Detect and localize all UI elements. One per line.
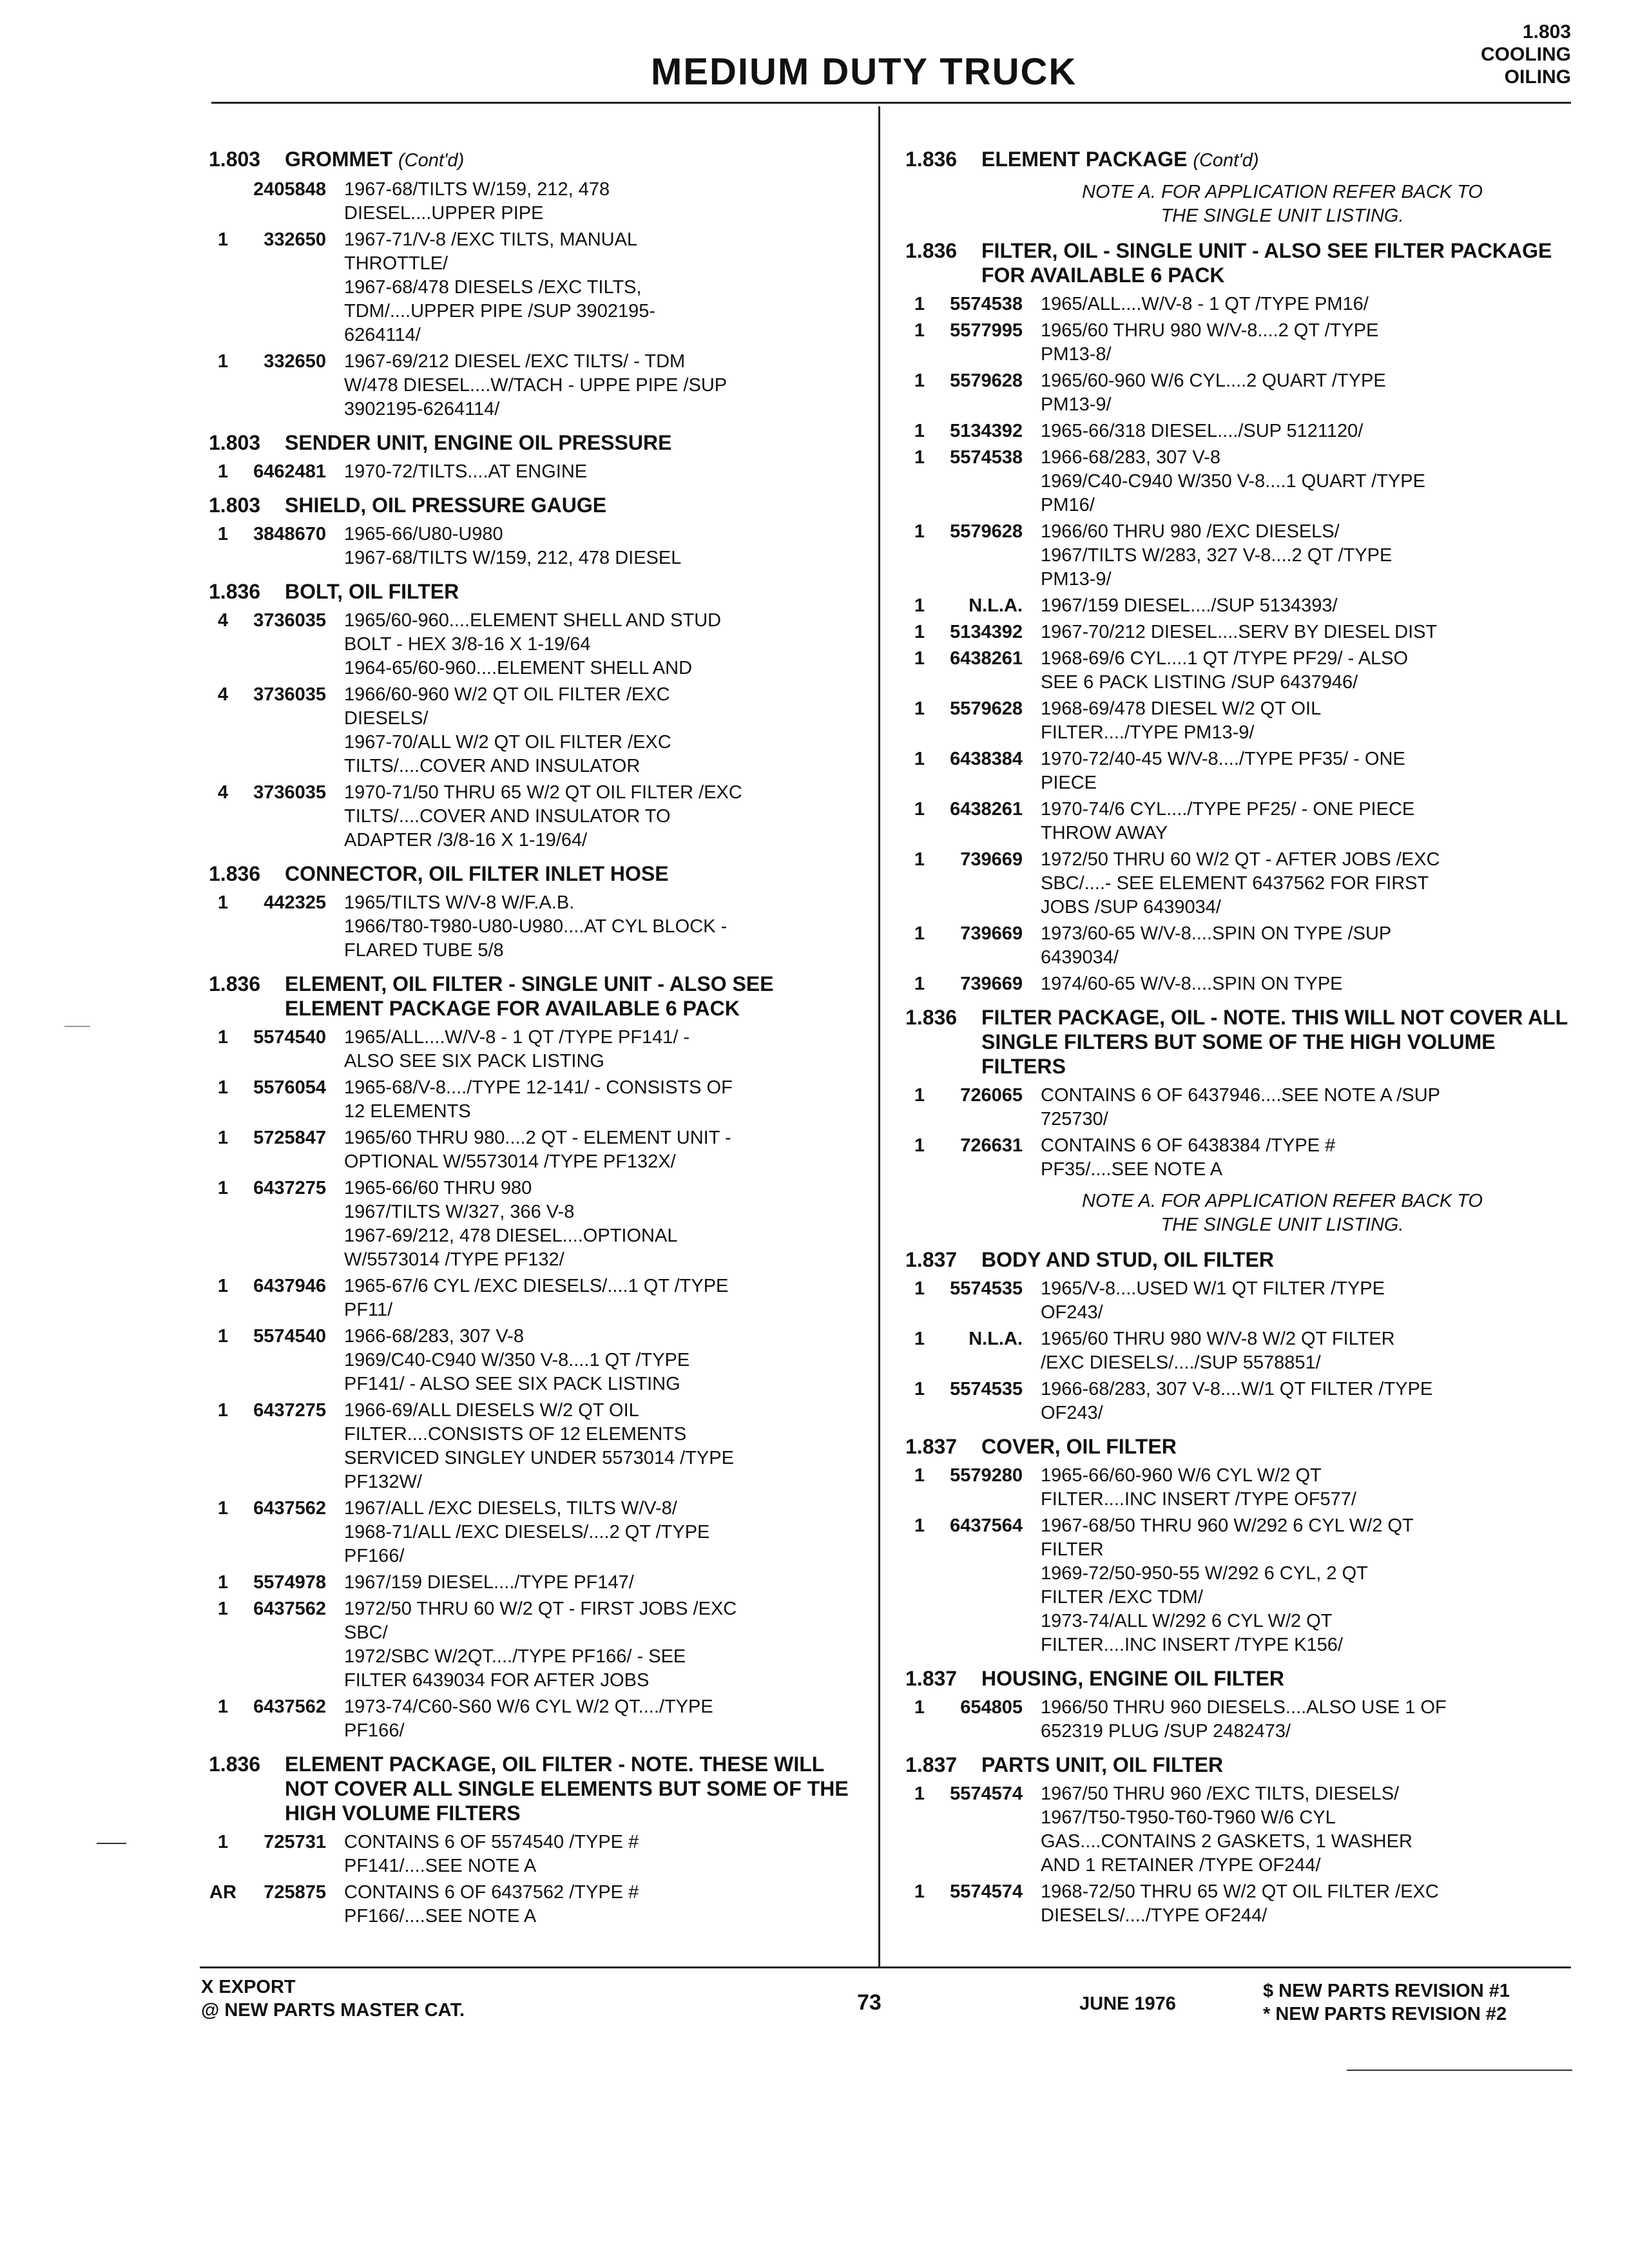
section-title (285, 493, 866, 517)
part-row (905, 446, 1569, 517)
part-description: 1967-69/212 DIESEL /EXC TILTS/ - TDM W/478 DIESEL....W/TACH - UPPE PIPE /SUP 3902195-6264114/ (344, 351, 728, 419)
part-quantity: 1 (914, 1697, 925, 1718)
part-description: 1968-69/478 DIESEL W/2 QT OIL FILTER..../TYPE PM13-9/ (1041, 698, 1322, 743)
part-description: 1970-72/TILTS....AT ENGINE (344, 461, 588, 482)
part-row (209, 1881, 866, 1928)
section-code: 1.837 (905, 1753, 958, 1776)
part-description: 1967/ALL /EXC DIESELS, TILTS W/V-8/ 1968-71/ALL /EXC DIESELS/....2 QT /TYPE PF166/ (344, 1498, 710, 1566)
part-row (209, 350, 866, 421)
part-row (905, 848, 1569, 919)
part-row (209, 523, 866, 570)
part-quantity: 1 (217, 1128, 229, 1148)
section-title (285, 1752, 866, 1825)
part-quantity: 1 (217, 1572, 229, 1593)
part-number: 739669 (960, 974, 1023, 994)
part-description: 1965/60 THRU 980 W/V-8 W/2 QT FILTER /EXC DIESELS/..../SUP 5578851/ (1041, 1329, 1395, 1373)
section-code: 1.837 (905, 1248, 958, 1271)
part-number: 6438261 (950, 799, 1023, 820)
part-description: 1974/60-65 W/V-8....SPIN ON TYPE (1041, 974, 1343, 994)
part-description: 1972/50 THRU 60 W/2 QT - AFTER JOBS /EXC SBC/....- SEE ELEMENT 6437562 FOR FIRST JOBS /SUP 6439034/ (1041, 849, 1440, 918)
column-divider (878, 106, 880, 1968)
section-title-text: FILTER PACKAGE, OIL - NOTE. THIS WILL NOT COVER ALL SINGLE FILTERS BUT SOME OF THE HIGH VOLUME FILTERS (981, 1006, 1568, 1078)
part-description: 1966/60-960 W/2 QT OIL FILTER /EXC DIESELS/ 1967-70/ALL W/2 QT OIL FILTER /EXC TILTS/....COVER AND INSULATOR (344, 684, 671, 776)
part-number: 5574574 (950, 1783, 1023, 1804)
part-row (905, 1464, 1569, 1512)
part-quantity: 1 (914, 1515, 925, 1536)
part-quantity: 1 (914, 447, 925, 468)
part-description: 1966/50 THRU 960 DIESELS....ALSO USE 1 OF 652319 PLUG /SUP 2482473/ (1041, 1697, 1447, 1742)
part-row (905, 1134, 1569, 1182)
part-quantity: 1 (217, 1696, 229, 1717)
part-number: 332650 (264, 351, 326, 372)
part-quantity: 4 (217, 782, 229, 803)
part-quantity: 1 (217, 524, 229, 544)
section-code: 1.803 (209, 494, 261, 517)
part-quantity: 4 (217, 610, 229, 631)
section-title (981, 1005, 1569, 1079)
part-description: CONTAINS 6 OF 5574540 /TYPE # PF141/....SEE NOTE A (344, 1832, 639, 1876)
part-description: CONTAINS 6 OF 6437562 /TYPE # PF166/....SEE NOTE A (344, 1882, 639, 1927)
part-row (905, 697, 1569, 745)
section-title (285, 147, 866, 173)
section-title (285, 861, 866, 886)
part-row (209, 1497, 866, 1568)
legend-export: X EXPORT (201, 1977, 296, 1997)
part-description: 1967/50 THRU 960 /EXC TILTS, DIESELS/ 1967/T50-T950-T60-T960 W/6 CYL GAS....CONTAINS 2 GASKETS, 1 WASHER AND 1 RETAINER /TYPE OF244/ (1041, 1783, 1412, 1876)
part-quantity: 1 (914, 595, 925, 616)
part-quantity: 1 (914, 849, 925, 870)
part-description: 1973/60-65 W/V-8....SPIN ON TYPE /SUP 6439034/ (1041, 923, 1392, 968)
section-title (981, 238, 1569, 287)
margin-mark (97, 1843, 126, 1844)
part-quantity: 1 (914, 799, 925, 820)
continued-label: (Cont'd) (398, 150, 465, 171)
part-row (905, 520, 1569, 591)
section-title (285, 972, 866, 1021)
part-row (209, 1571, 866, 1595)
section-heading (209, 1752, 866, 1825)
section-code: 1.837 (905, 1667, 958, 1690)
part-number: 6437564 (950, 1515, 1023, 1536)
legend-master-cat: @ NEW PARTS MASTER CAT. (201, 2000, 465, 2021)
part-quantity: 1 (914, 923, 925, 944)
part-number: 654805 (960, 1697, 1023, 1718)
part-description: 1966/60 THRU 980 /EXC DIESELS/ 1967/TILTS W/283, 327 V-8....2 QT /TYPE PM13-9/ (1041, 521, 1393, 590)
part-row (905, 293, 1569, 316)
part-description: 1965/60-960....ELEMENT SHELL AND STUD BOLT - HEX 3/8-16 X 1-19/64 1964-65/60-960....ELEMENT SHELL AND (344, 610, 722, 678)
section-code: 1.837 (905, 1435, 958, 1458)
margin-mark (64, 1026, 90, 1027)
part-row (209, 683, 866, 778)
part-number: 5579628 (950, 521, 1023, 542)
part-row (905, 419, 1569, 443)
catalog-section (209, 861, 866, 963)
catalog-section (209, 147, 866, 421)
part-row (905, 369, 1569, 417)
part-number: 5579628 (950, 370, 1023, 391)
section-code: 1.836 (209, 972, 261, 995)
part-quantity: 1 (217, 351, 229, 372)
section-title-text: SENDER UNIT, ENGINE OIL PRESSURE (285, 431, 672, 454)
part-quantity: 1 (914, 370, 925, 391)
part-row (905, 647, 1569, 695)
part-number: 3736035 (253, 684, 326, 705)
part-row (209, 1325, 866, 1396)
section-heading (209, 579, 866, 604)
part-quantity: 1 (217, 1400, 229, 1421)
section-title-text: HOUSING, ENGINE OIL FILTER (981, 1667, 1284, 1690)
part-description: 1965-66/60-960 W/6 CYL W/2 QT FILTER....INC INSERT /TYPE OF577/ (1041, 1465, 1356, 1510)
section-heading (209, 430, 866, 455)
part-quantity: 1 (217, 461, 229, 482)
part-description: 1965/TILTS W/V-8 W/F.A.B. 1966/T80-T980-U80-U980....AT CYL BLOCK - FLARED TUBE 5/8 (344, 892, 728, 961)
section-heading (905, 1434, 1569, 1459)
section-title-text: PARTS UNIT, OIL FILTER (981, 1753, 1224, 1776)
part-description: 1965-66/U80-U980 1967-68/TILTS W/159, 212, 478 DIESEL (344, 524, 682, 568)
part-description: 1970-71/50 THRU 65 W/2 QT OIL FILTER /EXC TILTS/....COVER AND INSULATOR TO ADAPTER /3/8-16 X 1-19/64/ (344, 782, 742, 850)
part-description: 1968-72/50 THRU 65 W/2 QT OIL FILTER /EXC DIESELS/..../TYPE OF244/ (1041, 1881, 1439, 1926)
part-quantity: 1 (217, 1326, 229, 1347)
part-number: 3736035 (253, 610, 326, 631)
part-quantity: 1 (914, 749, 925, 769)
section-heading (209, 861, 866, 886)
part-row (209, 228, 866, 347)
part-quantity: 1 (914, 1379, 925, 1399)
part-description: 1967-68/TILTS W/159, 212, 478 DIESEL....UPPER PIPE (344, 179, 610, 224)
catalog-section (209, 1752, 866, 1928)
part-quantity: 1 (217, 1832, 229, 1852)
part-description: 1970-72/40-45 W/V-8..../TYPE PF35/ - ONE PIECE (1041, 749, 1405, 793)
catalog-section (905, 1666, 1569, 1744)
part-number: 3736035 (253, 782, 326, 803)
catalog-section (905, 147, 1569, 228)
section-code: 1.803 (209, 148, 261, 171)
footer-legend-left (201, 1975, 465, 2022)
section-title-text: CONNECTOR, OIL FILTER INLET HOSE (285, 862, 669, 885)
section-title-text: ELEMENT, OIL FILTER - SINGLE UNIT - ALSO SEE ELEMENT PACKAGE FOR AVAILABLE 6 PACK (285, 972, 774, 1020)
section-number: 1.803 (1522, 21, 1571, 43)
part-description: 1967/159 DIESEL..../TYPE PF147/ (344, 1572, 634, 1593)
part-row (209, 1026, 866, 1073)
part-row (209, 1831, 866, 1878)
part-quantity: 1 (914, 974, 925, 994)
catalog-section (905, 1753, 1569, 1928)
section-title (981, 147, 1569, 173)
section-title-text: BODY AND STUD, OIL FILTER (981, 1248, 1274, 1271)
part-number: 5574540 (253, 1027, 326, 1048)
part-row (905, 1880, 1569, 1928)
part-quantity: 1 (914, 320, 925, 341)
legend-revision-1: $ NEW PARTS REVISION #1 (1263, 1981, 1510, 2001)
section-heading (905, 147, 1569, 173)
part-number: 5576054 (253, 1077, 326, 1098)
part-quantity: 1 (914, 1135, 925, 1156)
legend-revision-2: * NEW PARTS REVISION #2 (1263, 2004, 1507, 2024)
part-description: 1967-68/50 THRU 960 W/292 6 CYL W/2 QT FILTER 1969-72/50-950-55 W/292 6 CYL, 2 QT FILTER /EXC TDM/ 1973-74/ALL W/292 6 CYL W/2 QT FILTER....INC INSERT /TYPE K156/ (1041, 1515, 1414, 1655)
part-row (905, 319, 1569, 367)
part-description: 1965/V-8....USED W/1 QT FILTER /TYPE OF243/ (1041, 1278, 1385, 1323)
part-number: 726065 (960, 1085, 1023, 1106)
part-description: 1966-68/283, 307 V-8....W/1 QT FILTER /TYPE OF243/ (1041, 1379, 1433, 1423)
part-number: 726631 (960, 1135, 1023, 1156)
part-row (905, 1696, 1569, 1744)
part-number: 6437562 (253, 1498, 326, 1519)
part-number: 5725847 (253, 1128, 326, 1148)
part-row (209, 1274, 866, 1322)
part-description: 1965/60 THRU 980 W/V-8....2 QT /TYPE PM13-8/ (1041, 320, 1379, 365)
part-quantity: 4 (217, 684, 229, 705)
section-code: 1.803 (209, 431, 261, 454)
part-quantity: 1 (217, 1599, 229, 1619)
left-column (209, 143, 866, 1937)
part-number: 5579628 (950, 698, 1023, 719)
section-title (981, 1666, 1569, 1691)
part-quantity: 1 (914, 294, 925, 314)
part-number: 725731 (264, 1832, 326, 1852)
part-row (905, 747, 1569, 795)
part-number: 5574535 (950, 1278, 1023, 1299)
part-row (209, 178, 866, 226)
section-title (285, 430, 866, 455)
catalog-section (209, 430, 866, 484)
part-number: 5577995 (950, 320, 1023, 341)
part-quantity: 1 (914, 1783, 925, 1804)
part-number: 3848670 (253, 524, 326, 544)
part-number: 5579280 (950, 1465, 1023, 1486)
part-description: 1966-69/ALL DIESELS W/2 QT OIL FILTER....CONSISTS OF 12 ELEMENTS SERVICED SINGLEY UNDER 5573014 /TYPE PF132W/ (344, 1400, 734, 1492)
section-code: 1.836 (905, 148, 958, 171)
section-title-text: BOLT, OIL FILTER (285, 580, 459, 603)
part-row (209, 1177, 866, 1272)
section-title (285, 579, 866, 604)
part-description: 1973-74/C60-S60 W/6 CYL W/2 QT..../TYPE PF166/ (344, 1696, 713, 1741)
part-description: 1966-68/283, 307 V-8 1969/C40-C940 W/350 V-8....1 QUART /TYPE PM16/ (1041, 447, 1425, 515)
part-number: 5134392 (950, 421, 1023, 441)
part-description: 1970-74/6 CYL..../TYPE PF25/ - ONE PIECE THROW AWAY (1041, 799, 1415, 843)
footer-legend-right (1263, 1979, 1572, 2026)
section-title-text: ELEMENT PACKAGE (981, 148, 1188, 171)
part-quantity: 1 (217, 1178, 229, 1198)
part-number: N.L.A. (969, 595, 1023, 616)
part-number: 739669 (960, 849, 1023, 870)
category-label: OILING (1504, 66, 1571, 88)
part-quantity: 1 (914, 1085, 925, 1106)
part-quantity: 1 (914, 648, 925, 669)
part-quantity: 1 (914, 1278, 925, 1299)
section-code: 1.836 (209, 1753, 261, 1776)
continued-label: (Cont'd) (1193, 150, 1259, 171)
section-note: NOTE A. FOR APPLICATION REFER BACK TO THE SINGLE UNIT LISTING. (1082, 1191, 1483, 1235)
part-number: 5574574 (950, 1881, 1023, 1902)
section-heading (905, 1666, 1569, 1691)
section-code: 1.836 (209, 580, 261, 603)
catalog-section (905, 1247, 1569, 1425)
section-heading (905, 238, 1569, 287)
part-row (905, 1084, 1569, 1131)
section-title-text: GROMMET (285, 148, 393, 171)
part-description: 1965/ALL....W/V-8 - 1 QT /TYPE PM16/ (1041, 294, 1369, 314)
part-row (905, 620, 1569, 644)
part-number: 6437562 (253, 1599, 326, 1619)
part-number: 442325 (264, 892, 326, 913)
part-description: 1967/159 DIESEL..../SUP 5134393/ (1041, 595, 1338, 616)
section-heading (209, 972, 866, 1021)
part-description: 1966-68/283, 307 V-8 1969/C40-C940 W/350 V-8....1 QT /TYPE PF141/ - ALSO SEE SIX PACK LISTING (344, 1326, 690, 1394)
part-number: 5574538 (950, 294, 1023, 314)
footer-rule (200, 1966, 1571, 1968)
part-number: 725875 (264, 1882, 326, 1903)
catalog-section (905, 1005, 1569, 1237)
part-number: 5574978 (253, 1572, 326, 1593)
part-number: 6438261 (950, 648, 1023, 669)
part-row (209, 609, 866, 680)
section-title-text: COVER, OIL FILTER (981, 1435, 1177, 1458)
section-heading (905, 1753, 1569, 1777)
part-number: 5134392 (950, 622, 1023, 642)
part-number: 5574538 (950, 447, 1023, 468)
part-description: 1965-66/318 DIESEL..../SUP 5121120/ (1041, 421, 1364, 441)
part-description: CONTAINS 6 OF 6438384 /TYPE # PF35/....SEE NOTE A (1041, 1135, 1336, 1180)
part-row (209, 891, 866, 963)
part-row (905, 1327, 1569, 1375)
part-row (209, 1695, 866, 1743)
part-number: 6462481 (253, 461, 326, 482)
part-quantity: 1 (217, 1498, 229, 1519)
part-number: N.L.A. (969, 1329, 1023, 1349)
part-quantity: 1 (217, 229, 229, 250)
part-description: 1965/60 THRU 980....2 QT - ELEMENT UNIT - OPTIONAL W/5573014 /TYPE PF132X/ (344, 1128, 731, 1172)
section-note: NOTE A. FOR APPLICATION REFER BACK TO THE SINGLE UNIT LISTING. (1082, 182, 1483, 226)
catalog-section (905, 1434, 1569, 1657)
section-header (1418, 21, 1571, 88)
part-quantity: 1 (914, 698, 925, 719)
part-quantity: 1 (914, 622, 925, 642)
part-number: 6437275 (253, 1400, 326, 1421)
part-row (905, 972, 1569, 996)
section-title-text: FILTER, OIL - SINGLE UNIT - ALSO SEE FILTER PACKAGE FOR AVAILABLE 6 PACK (981, 239, 1552, 287)
catalog-section (209, 579, 866, 852)
part-description: 1968-69/6 CYL....1 QT /TYPE PF29/ - ALSO SEE 6 PACK LISTING /SUP 6437946/ (1041, 648, 1409, 693)
part-quantity: 1 (914, 1465, 925, 1486)
part-description: 1965/60-960 W/6 CYL....2 QUART /TYPE PM13-9/ (1041, 370, 1386, 415)
part-row (905, 922, 1569, 970)
part-row (905, 1782, 1569, 1878)
part-description: 1965-66/60 THRU 980 1967/TILTS W/327, 366 V-8 1967-69/212, 478 DIESEL....OPTIONAL W/5573014 /TYPE PF132/ (344, 1178, 678, 1270)
part-row (209, 781, 866, 852)
part-number: 6437946 (253, 1276, 326, 1296)
part-number: 6437562 (253, 1696, 326, 1717)
part-number: 6437275 (253, 1178, 326, 1198)
part-number: 2405848 (253, 179, 326, 200)
section-title-text: ELEMENT PACKAGE, OIL FILTER - NOTE. THESE WILL NOT COVER ALL SINGLE ELEMENTS BUT SOME OF THE HIGH VOLUME FILTERS (285, 1753, 849, 1825)
part-description: 1965/ALL....W/V-8 - 1 QT /TYPE PF141/ - ALSO SEE SIX PACK LISTING (344, 1027, 690, 1072)
part-number: 739669 (960, 923, 1023, 944)
part-quantity: 1 (914, 1329, 925, 1349)
part-quantity (209, 178, 237, 226)
part-description: 1965-68/V-8..../TYPE 12-141/ - CONSISTS OF 12 ELEMENTS (344, 1077, 733, 1122)
section-code: 1.836 (905, 239, 958, 262)
part-quantity: 1 (217, 1077, 229, 1098)
part-quantity: 1 (217, 892, 229, 913)
part-row (905, 1514, 1569, 1657)
part-number: 5574535 (950, 1379, 1023, 1399)
part-number: 332650 (264, 229, 326, 250)
section-title (981, 1753, 1569, 1777)
right-column (905, 143, 1569, 1937)
section-code: 1.836 (209, 862, 261, 885)
part-row (209, 460, 866, 484)
part-quantity: AR (209, 1882, 236, 1903)
part-description: CONTAINS 6 OF 6437946....SEE NOTE A /SUP 725730/ (1041, 1085, 1440, 1129)
section-title (981, 1434, 1569, 1459)
part-row (905, 594, 1569, 618)
section-heading (209, 493, 866, 517)
section-title (981, 1247, 1569, 1272)
page-number: 73 (857, 1990, 882, 2015)
section-heading (905, 1247, 1569, 1272)
page-title: MEDIUM DUTY TRUCK (651, 51, 1077, 93)
part-description: 1967-71/V-8 /EXC TILTS, MANUAL THROTTLE/ 1967-68/478 DIESELS /EXC TILTS, TDM/....UPPER PIPE /SUP 3902195- 6264114/ (344, 229, 655, 345)
part-description: 1972/50 THRU 60 W/2 QT - FIRST JOBS /EXC SBC/ 1972/SBC W/2QT..../TYPE PF166/ - SEE FILTER 6439034 FOR AFTER JOBS (344, 1599, 737, 1691)
header-rule (211, 102, 1571, 104)
section-heading (905, 1005, 1569, 1079)
category-label: COOLING (1481, 44, 1571, 65)
section-code: 1.836 (905, 1006, 958, 1029)
section-heading (209, 147, 866, 173)
part-quantity: 1 (217, 1276, 229, 1296)
part-row (209, 1399, 866, 1494)
section-title-text: SHIELD, OIL PRESSURE GAUGE (285, 494, 607, 517)
publication-date: JUNE 1976 (1079, 1994, 1176, 2014)
margin-mark (1347, 2070, 1572, 2071)
part-quantity: 1 (217, 1027, 229, 1048)
part-row (209, 1597, 866, 1693)
part-quantity: 1 (914, 421, 925, 441)
part-number: 6438384 (950, 749, 1023, 769)
part-quantity: 1 (914, 521, 925, 542)
part-row (905, 1378, 1569, 1425)
part-row (209, 1076, 866, 1124)
part-row (905, 798, 1569, 845)
part-quantity: 1 (914, 1881, 925, 1902)
part-description: 1965-67/6 CYL /EXC DIESELS/....1 QT /TYPE PF11/ (344, 1276, 729, 1320)
part-row (209, 1126, 866, 1174)
part-row (905, 1277, 1569, 1325)
catalog-section (905, 238, 1569, 996)
catalog-section (209, 972, 866, 1743)
part-description: 1967-70/212 DIESEL....SERV BY DIESEL DIST (1041, 622, 1438, 642)
part-number: 5574540 (253, 1326, 326, 1347)
catalog-section (209, 493, 866, 570)
